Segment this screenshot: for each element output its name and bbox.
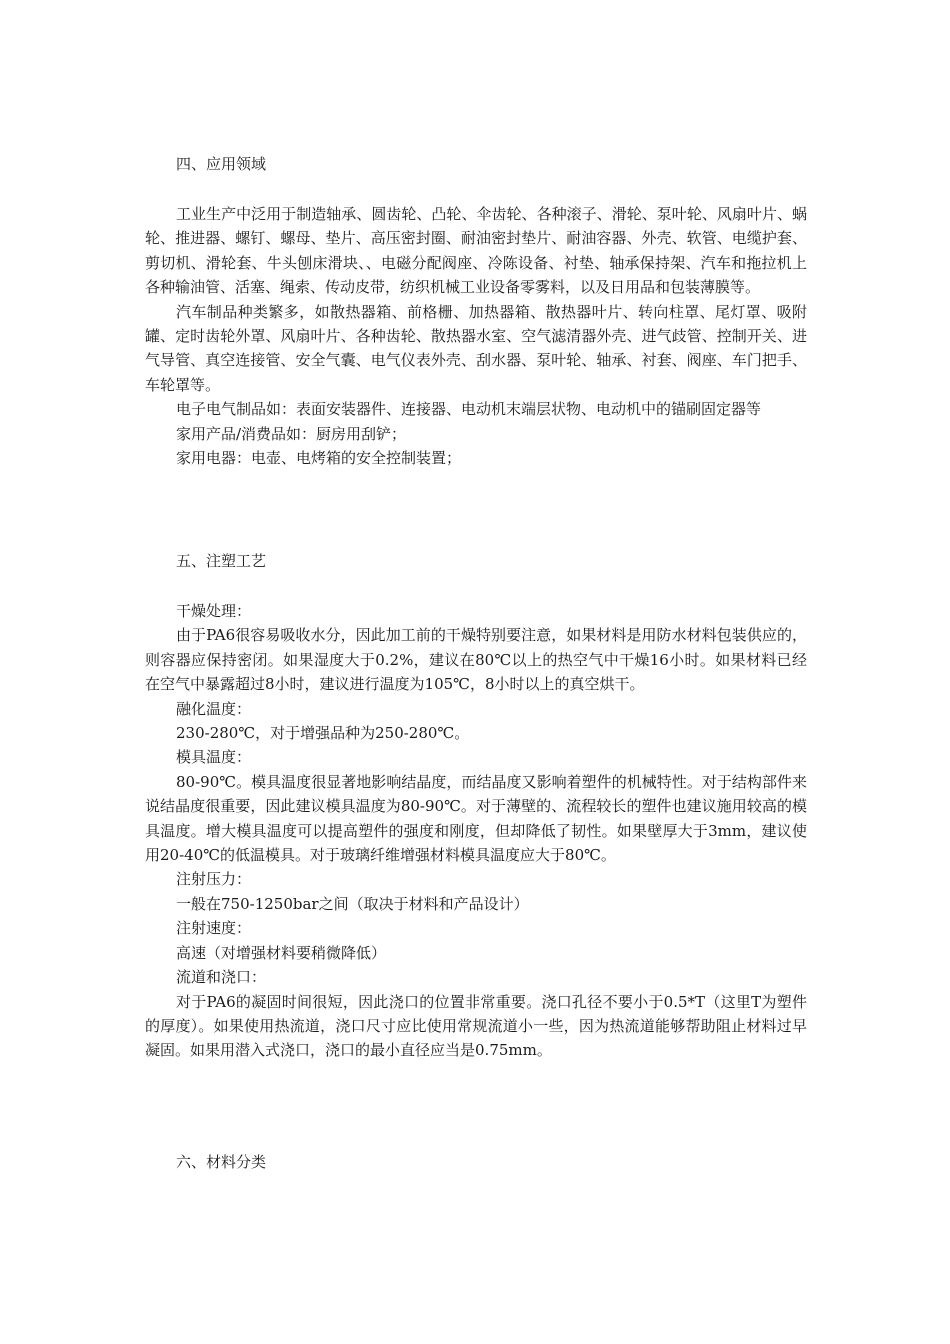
paragraph-injection-speed: 高速（对增强材料要稍微降低） (176, 943, 387, 962)
label-injection-speed: 注射速度： (176, 919, 252, 938)
section-heading-applications: 四、应用领域 (176, 155, 267, 173)
section-heading-material-classification: 六、材料分类 (176, 1153, 267, 1171)
applications-body (145, 202, 807, 470)
label-injection-pressure: 注射压力： (176, 870, 252, 889)
paragraph-household-products: 家用产品/消费品如：厨房用刮铲； (176, 424, 407, 443)
paragraph-household-appliances: 家用电器：电壶、电烤箱的安全控制装置； (176, 449, 462, 468)
paragraph-electrical-uses: 电子电气制品如：表面安装器件、连接器、电动机末端层状物、电动机中的锚刷固定器等 (176, 400, 762, 419)
paragraph-injection-pressure: 一般在750-1250bar之间（取决于材料和产品设计） (176, 894, 529, 913)
section-heading-injection-molding: 五、注塑工艺 (176, 552, 267, 570)
paragraph-industrial-uses: 工业生产中泛用于制造轴承、圆齿轮、凸轮、伞齿轮、各种滚子、滑轮、泵叶轮、风扇叶片、蜗轮、推进器、螺钉、螺母、垫片、高压密封圈、耐油密封垫片、耐油容器、外壳、软管、电缆护套、剪切机、滑轮套、牛头刨床滑块、、电磁分配阀座、冷陈设备、衬垫、轴承保持架、汽车和拖拉机上各种输油管、活塞、绳索、传动皮带，纺织机械工业设备零雾料，以及日用品和包装薄膜等。 (145, 205, 807, 297)
label-melt-temperature: 融化温度： (176, 699, 252, 718)
paragraph-drying: 由于PA6很容易吸收水分，因此加工前的干燥特别要注意，如果材料是用防水材料包装供应的，则容器应保持密闭。如果湿度大于0.2%，建议在80℃以上的热空气中干燥16小时。如果材料已经在空气中暴露超过8小时，建议进行温度为105℃，8小时以上的真空烘干。 (145, 626, 807, 694)
injection-molding-body (145, 599, 807, 1063)
paragraph-mold-temperature: 80-90℃。模具温度很显著地影响结晶度，而结晶度又影响着塑件的机械特性。对于结构部件来说结晶度很重要，因此建议模具温度为80-90℃。对于薄壁的、流程较长的塑件也建议施用较高的模具温度。增大模具温度可以提高塑件的强度和刚度，但却降低了韧性。如果壁厚大于3mm，建议使用20-40℃的低温模具。对于玻璃纤维增强材料模具温度应大于80℃。 (145, 772, 807, 865)
label-drying: 干燥处理： (176, 602, 252, 620)
paragraph-melt-temperature: 230-280℃，对于增强品种为250-280℃。 (176, 724, 470, 743)
paragraph-runners-gates: 对于PA6的凝固时间很短，因此浇口的位置非常重要。浇口孔径不要小于0.5*T（这里T为塑件的厚度）。如果使用热流道，浇口尺寸应比使用常规流道小一些，因为热流道能够帮助阻止材料过早凝固。如果用潜入式浇口，浇口的最小直径应当是0.75mm。 (145, 992, 807, 1060)
paragraph-automotive-uses: 汽车制品种类繁多，如散热器箱、前格栅、加热器箱、散热器叶片、转向柱罩、尾灯罩、吸附罐、定时齿轮外罩、风扇叶片、各种齿轮、散热器水室、空气滤清器外壳、进气歧管、控制开关、进气导管、真空连接管、安全气囊、电气仪表外壳、刮水器、泵叶轮、轴承、衬套、阀座、车门把手、车轮罩等。 (145, 302, 807, 394)
label-runners-gates: 流道和浇口： (176, 968, 267, 987)
label-mold-temperature: 模具温度： (176, 748, 252, 767)
